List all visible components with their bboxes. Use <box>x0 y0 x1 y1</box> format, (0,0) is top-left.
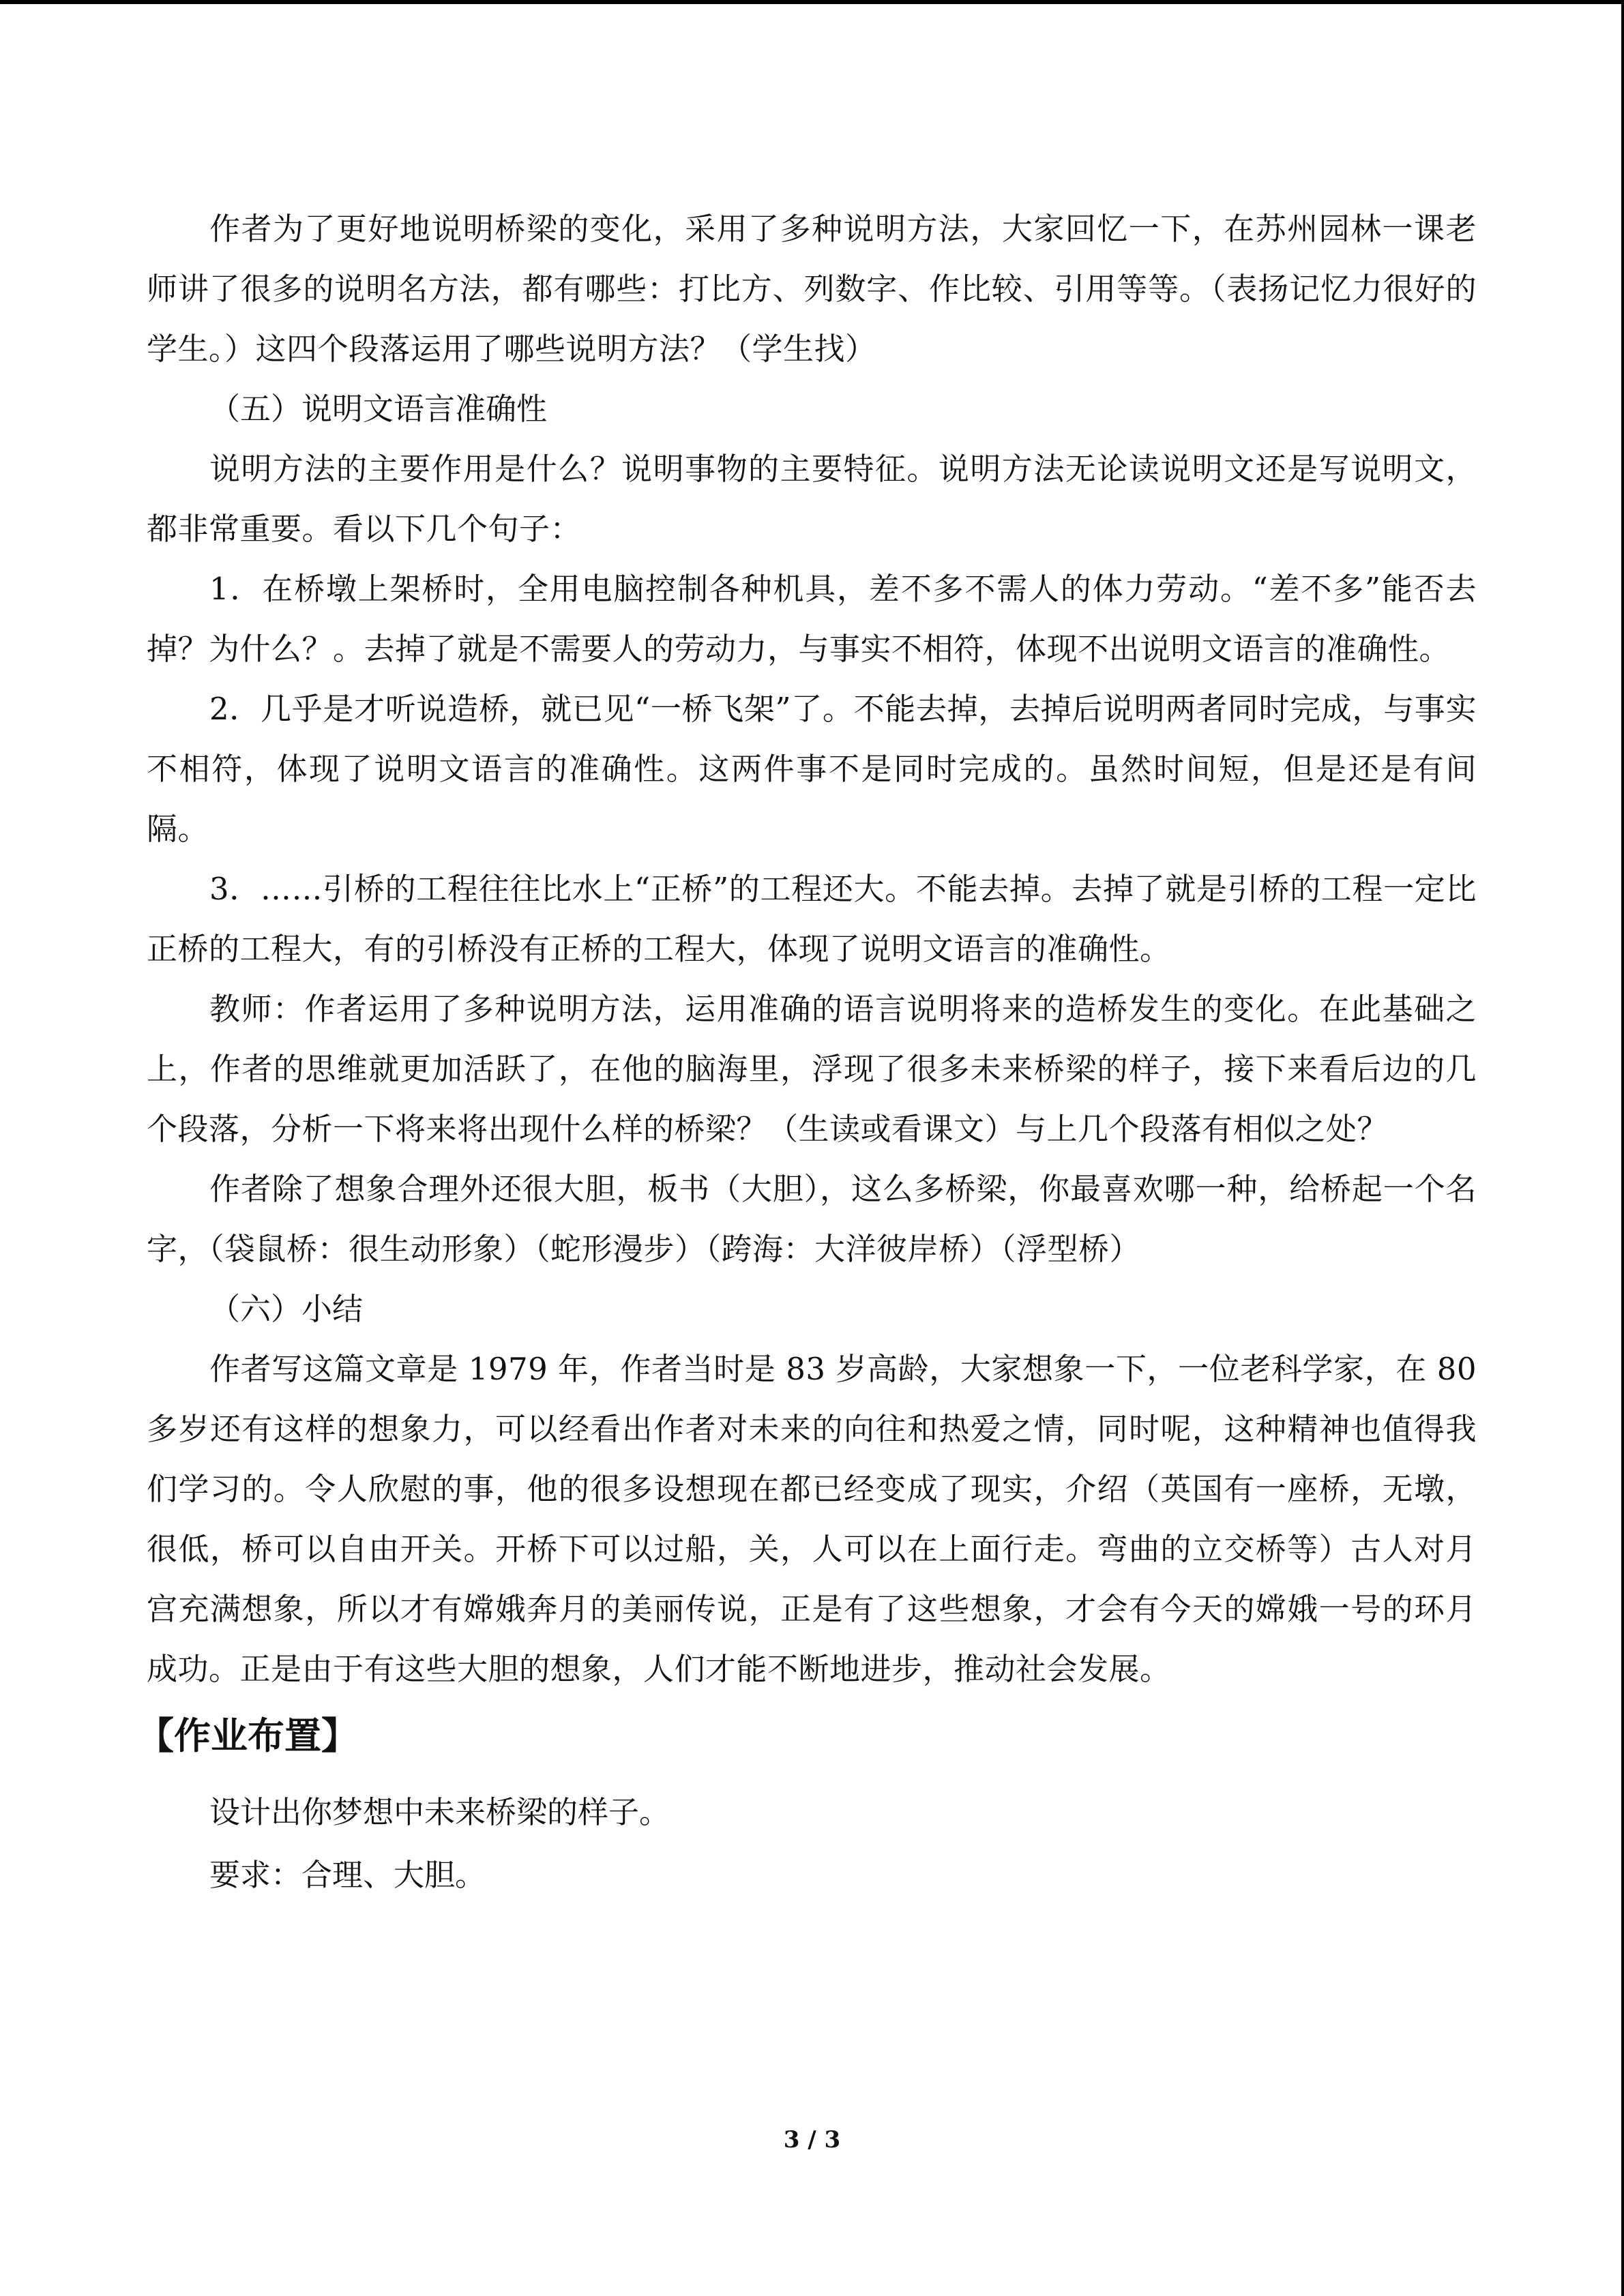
paragraph-imagination: 作者除了想象合理外还很大胆，板书（大胆），这么多桥梁，你最喜欢哪一种，给桥起一个名字，（袋鼠桥：很生动形象）（蛇形漫步）（跨海：大洋彼岸桥）（浮型桥） <box>147 1171 1477 1267</box>
paragraph-purpose: 说明方法的主要作用是什么？说明事物的主要特征。说明方法无论读说明文还是写说明文，都非常重要。看以下几个句子： <box>147 451 1477 547</box>
paragraph-summary: 作者写这篇文章是 1979 年，作者当时是 83 岁高龄，大家想象一下，一位老科学家，在 80 多岁还有这样的想象力，可以经看出作者对未来的向往和热爱之情，同时呢，这种精神也值得我们学习的。令人欣慰的事，他的很多设想现在都已经变成了现实，介绍（英国有一座桥，无墩，很低，桥可以自由开关。开桥下可以过船，关，人可以在上面行走。弯曲的立交桥等）古人对月宫充满想象，所以才有嫦娥奔月的美丽传说，正是有了这些想象，才会有今天的嫦娥一号的环月成功。正是由于有这些大胆的想象，人们才能不断地进步，推动社会发展。 <box>147 1351 1477 1687</box>
paragraph-example-3: 3．……引桥的工程往往比水上“正桥”的工程还大。不能去掉。去掉了就是引桥的工程一定比正桥的工程大，有的引桥没有正桥的工程大，体现了说明文语言的准确性。 <box>147 871 1477 967</box>
paragraph-example-2: 2．几乎是才听说造桥，就已见“一桥飞架”了。不能去掉，去掉后说明两者同时完成，与事实不相符，体现了说明文语言的准确性。这两件事不是同时完成的。虽然时间短，但是还是有间隔。 <box>147 691 1477 847</box>
paragraph-example-1: 1．在桥墩上架桥时，全用电脑控制各种机具，差不多不需人的体力劳动。“差不多”能否去掉？为什么？。去掉了就是不需要人的劳动力，与事实不相符，体现不出说明文语言的准确性。 <box>147 571 1477 667</box>
homework-requirement: 要求：合理、大胆。 <box>209 1857 486 1893</box>
subheading-summary: （六）小结 <box>209 1291 364 1327</box>
subheading-language-accuracy: （五）说明文语言准确性 <box>209 391 548 427</box>
paragraph-teacher: 教师：作者运用了多种说明方法，运用准确的语言说明将来的造桥发生的变化。在此基础之上，作者的思维就更加活跃了，在他的脑海里，浮现了很多未来桥梁的样子，接下来看后边的几个段落，分析一下将来将出现什么样的桥梁？（生读或看课文）与上几个段落有相似之处？ <box>147 991 1477 1147</box>
page-top-border <box>0 0 1624 4</box>
paragraph-methods: 作者为了更好地说明桥梁的变化，采用了多种说明方法，大家回忆一下，在苏州园林一课老师讲了很多的说明名方法，都有哪些：打比方、列数字、作比较、引用等等。（表扬记忆力很好的学生。）这四个段落运用了哪些说明方法？（学生找） <box>147 211 1477 367</box>
page-number: 3 / 3 <box>783 2126 841 2153</box>
document-body <box>137 199 1477 1907</box>
homework-heading: 【作业布置】 <box>137 1714 358 1757</box>
homework-task: 设计出你梦想中未来桥梁的样子。 <box>209 1794 670 1830</box>
page-right-border <box>1621 0 1624 2296</box>
